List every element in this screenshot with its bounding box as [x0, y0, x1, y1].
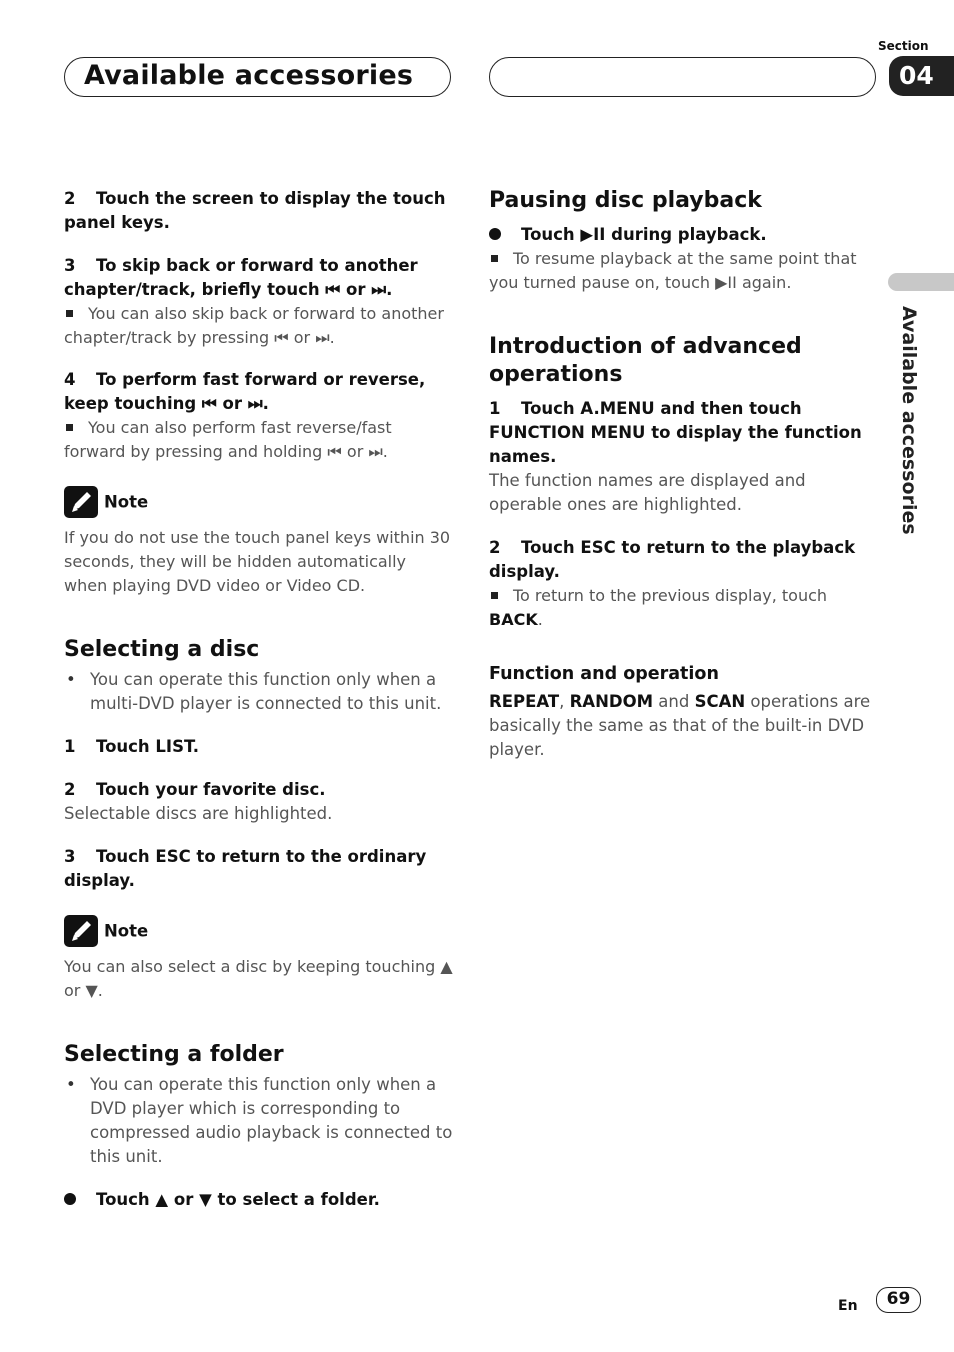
step-esc-playback: 2 Touch ESC to return to the playback display. [489, 538, 856, 581]
down-arrow-icon: ▼ [199, 1190, 212, 1209]
left-column [64, 187, 454, 1212]
page-title: Available accessories [84, 60, 414, 91]
side-tab-label: Available accessories [898, 306, 920, 535]
step-esc-playback-note: To return to the previous display, touch BACK. [489, 586, 828, 629]
bullet-item: • You can operate this function only when a DVD player which is corresponding to compressed audio playback is connected to this unit. [64, 1073, 454, 1169]
section-label: Section [878, 39, 929, 53]
step-favorite-disc: 2 Touch your favorite disc. [64, 780, 326, 799]
section-number-badge: 04 [889, 56, 954, 96]
right-column [489, 187, 879, 762]
header-right-frame [489, 57, 876, 97]
heading-selecting-disc: Selecting a disc [64, 637, 260, 662]
note-text: If you do not use the touch panel keys within 30 seconds, they will be hidden automatically when playing DVD video or Video CD. [64, 528, 451, 595]
round-bullet-icon [489, 228, 501, 240]
step-touch-list: 1 Touch LIST. [64, 737, 199, 756]
prev-icon: ⏮ [201, 394, 217, 413]
function-operation-text: REPEAT, RANDOM and SCAN operations are basically the same as that of the built-in DVD player. [489, 692, 871, 759]
step-pause: Touch ▶II during playback. [489, 223, 879, 247]
next-icon: ⏭ [247, 394, 263, 413]
next-icon: ⏭ [315, 328, 330, 347]
prev-icon: ⏮ [325, 280, 341, 299]
heading-pausing: Pausing disc playback [489, 188, 762, 213]
square-bullet-icon [491, 255, 498, 262]
note-heading: Note [64, 486, 454, 518]
square-bullet-icon [66, 424, 73, 431]
heading-selecting-folder: Selecting a folder [64, 1042, 284, 1067]
step-pause-note: To resume playback at the same point that you turned pause on, touch ▶II again. [489, 249, 857, 292]
step-select-folder: Touch ▲ or ▼ to select a folder. [64, 1188, 454, 1212]
step-favorite-disc-body: Selectable discs are highlighted. [64, 804, 333, 823]
play-pause-icon: ▶II [580, 225, 606, 244]
round-bullet-icon [64, 1193, 76, 1205]
up-arrow-icon: ▲ [155, 1190, 169, 1209]
up-arrow-icon: ▲ [440, 957, 453, 976]
square-bullet-icon [491, 592, 498, 599]
bullet-item: • You can operate this function only when a multi-DVD player is connected to this unit. [64, 668, 454, 716]
step-skip-note: You can also skip back or forward to another chapter/track by pressing ⏮ or ⏭. [64, 304, 444, 347]
step-fast-forward: 4 To perform fast forward or reverse, keep touching ⏮ or ⏭. [64, 370, 426, 413]
prev-icon: ⏮ [274, 328, 289, 347]
language-label: En [838, 1298, 858, 1314]
pencil-note-icon [64, 915, 98, 947]
step-amenu-body: The function names are displayed and operable ones are highlighted. [489, 471, 806, 514]
step-touch-esc: 3 Touch ESC to return to the ordinary display. [64, 847, 427, 890]
side-tab [888, 273, 954, 291]
pencil-note-icon [64, 486, 98, 518]
step-touch-screen: 2 Touch the screen to display the touch panel keys. [64, 189, 446, 232]
square-bullet-icon [66, 310, 73, 317]
prev-icon: ⏮ [327, 442, 342, 461]
step-skip: 3 To skip back or forward to another chapter/track, briefly touch ⏮ or ⏭. [64, 256, 418, 299]
heading-introduction: Introduction of advanced operations [489, 334, 802, 387]
down-arrow-icon: ▼ [85, 981, 98, 1000]
play-pause-icon: ▶II [715, 273, 737, 292]
heading-function-operation: Function and operation [489, 664, 719, 684]
note-heading: Note [64, 915, 454, 947]
next-icon: ⏭ [371, 280, 387, 299]
next-icon: ⏭ [368, 442, 383, 461]
step-amenu: 1 Touch A.MENU and then touch FUNCTION MENU to display the function names. [489, 399, 862, 466]
note-text: You can also select a disc by keeping touching ▲ or ▼. [64, 957, 453, 1000]
page-number: 69 [876, 1287, 921, 1313]
step-fast-forward-note: You can also perform fast reverse/fast forward by pressing and holding ⏮ or ⏭. [64, 418, 392, 461]
